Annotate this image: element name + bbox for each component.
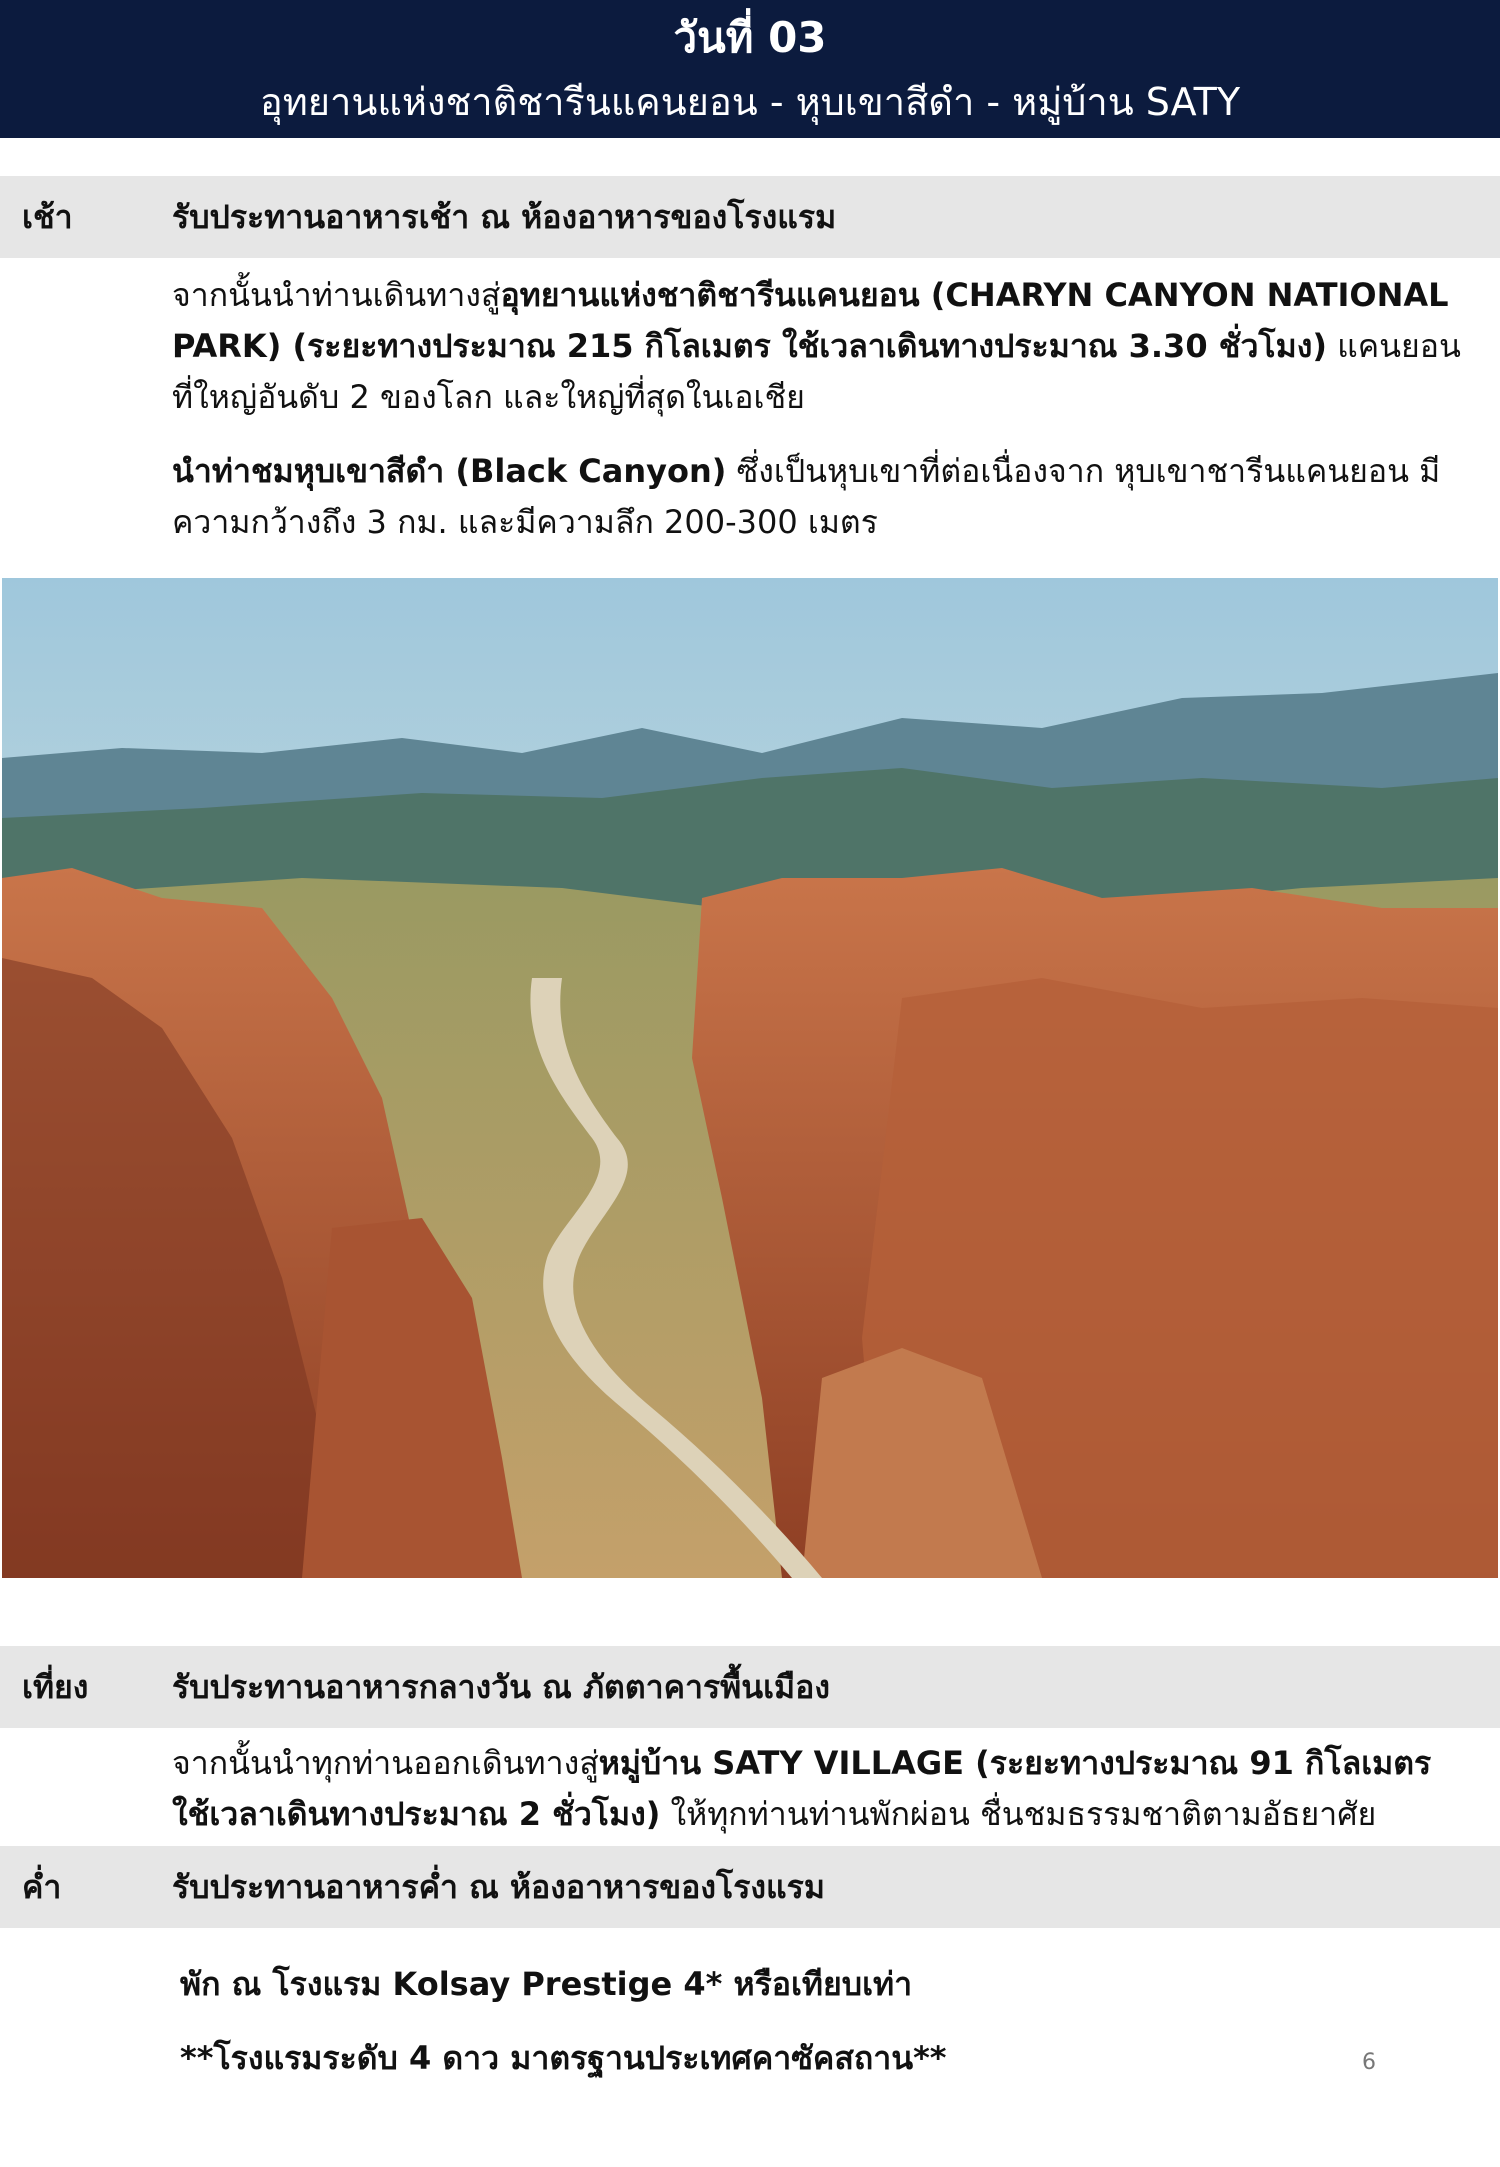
meal-label-evening: ค่ำ [22, 1868, 62, 1906]
meal-label-morning: เช้า [22, 198, 73, 236]
paragraph-charyn-lead: จากนั้นนำท่านเดินทางสู่ [172, 276, 501, 314]
paragraph-black-canyon-bold: นำท่าชมหุบเขาสีดำ (Black Canyon) [172, 452, 727, 490]
route-title: อุทยานแห่งชาติชารีนแคนยอน - หุบเขาสีดำ - หมู่บ้าน SATY [259, 80, 1241, 124]
meal-row-morning [0, 176, 1500, 258]
page-number: 6 [1362, 2050, 1376, 2075]
paragraph-charyn-tail: แคนยอนที่ใหญ่อันดับ 2 ของโลก และใหญ่ที่สุดในเอเชีย [172, 327, 1461, 416]
paragraph-black-canyon-tail: ซึ่งเป็นหุบเขาที่ต่อเนื่องจาก หุบเขาชารีนแคนยอน มีความกว้างถึง 3 กม. และมีความลึก 200-300 เมตร [172, 452, 1441, 541]
hotel-name: พัก ณ โรงแรม Kolsay Prestige 4* หรือเทียบเท่า [180, 1965, 913, 2003]
meal-row-noon [0, 1646, 1500, 1728]
meal-text-morning: รับประทานอาหารเช้า ณ ห้องอาหารของโรงแรม [172, 198, 837, 236]
day-header [0, 0, 1500, 138]
paragraph-charyn [172, 270, 1462, 423]
paragraph-saty-tail: ให้ทุกท่านท่านพักผ่อน ชื่นชมธรรมชาติตามอัธยาศัย [660, 1795, 1377, 1833]
paragraph-saty-bold: หมู่บ้าน SATY VILLAGE (ระยะทางประมาณ 91 กิโลเมตร ใช้เวลาเดินทางประมาณ 2 ชั่วโมง) [172, 1744, 1432, 1833]
canyon-photo [2, 578, 1498, 1578]
paragraph-saty [172, 1738, 1462, 1840]
meal-row-evening [0, 1846, 1500, 1928]
paragraph-charyn-bold: อุทยานแห่งชาติชารีนแคนยอน (CHARYN CANYON NATIONAL PARK) (ระยะทางประมาณ 215 กิโลเมตร ใช้เวลาเดินทางประมาณ 3.30 ชั่วโมง) [172, 276, 1449, 365]
paragraph-saty-lead: จากนั้นนำทุกท่านออกเดินทางสู่ [172, 1744, 599, 1782]
meal-text-noon: รับประทานอาหารกลางวัน ณ ภัตตาคารพื้นเมือง [172, 1668, 830, 1706]
hotel-standard-note: **โรงแรมระดับ 4 ดาว มาตรฐานประเทศคาซัคสถาน** [180, 2039, 947, 2077]
canyon-photo-illustration [2, 578, 1498, 1578]
meal-label-noon: เที่ยง [22, 1668, 89, 1706]
paragraph-black-canyon [172, 446, 1462, 548]
day-title: วันที่ 03 [673, 13, 827, 62]
meal-text-evening: รับประทานอาหารค่ำ ณ ห้องอาหารของโรงแรม [172, 1868, 825, 1906]
